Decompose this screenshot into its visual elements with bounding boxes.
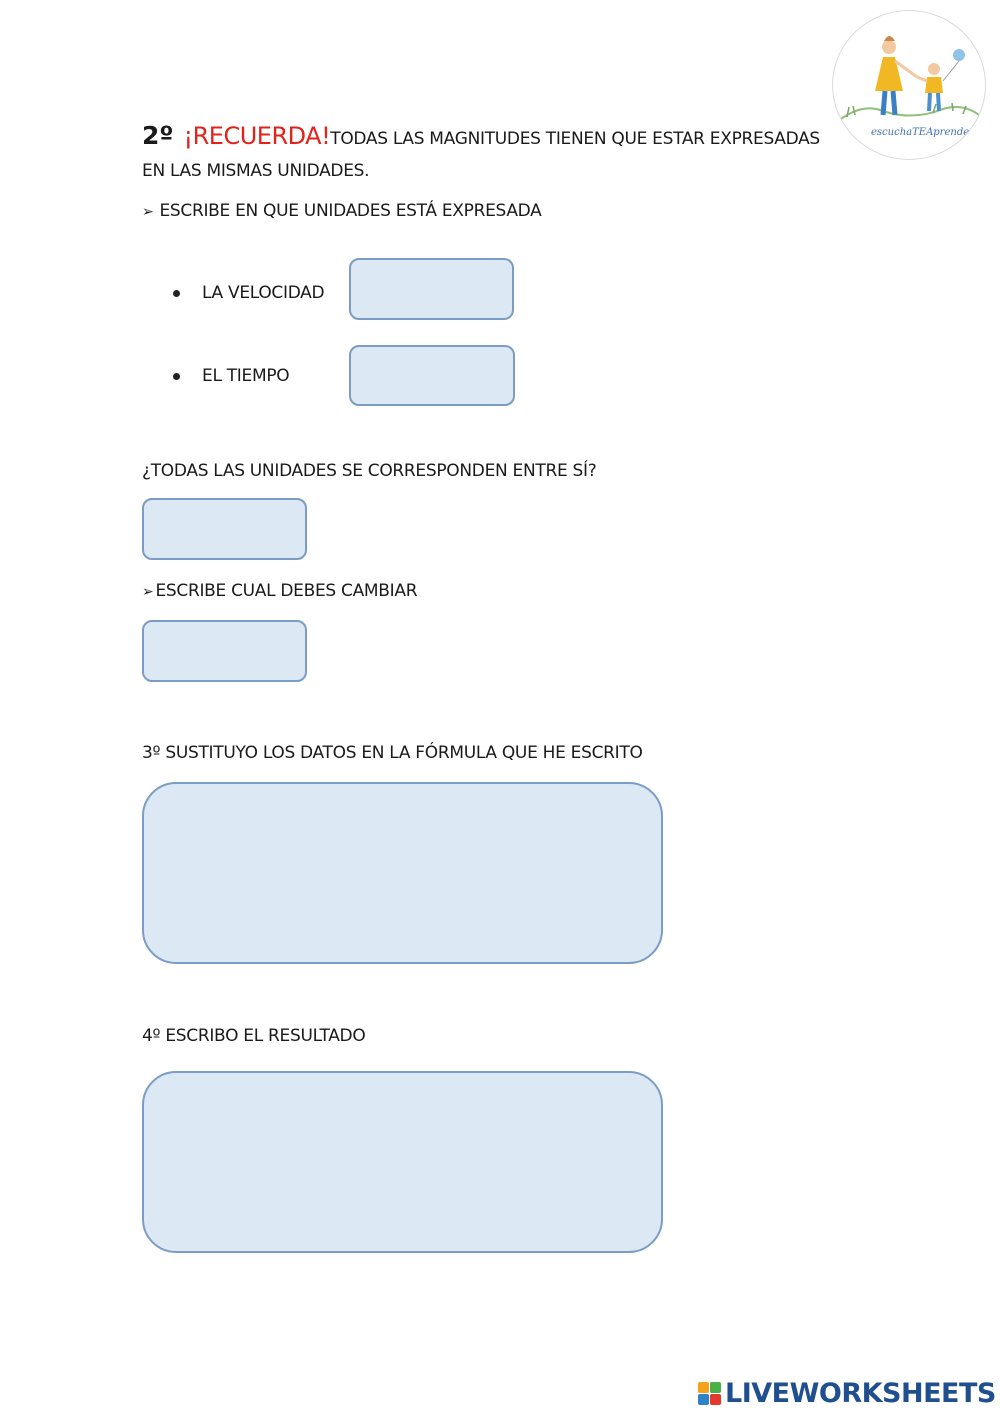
units-instruction-text: ESCRIBE EN QUE UNIDADES ESTÁ EXPRESADA bbox=[159, 201, 542, 221]
correspondence-question: ¿TODAS LAS UNIDADES SE CORRESPONDEN ENTRE SÍ? bbox=[142, 461, 597, 481]
liveworksheets-logo-text: LIVEWORKSHEETS bbox=[725, 1377, 996, 1409]
bullet-icon bbox=[173, 290, 180, 297]
mark-tile bbox=[698, 1382, 709, 1393]
change-instruction bbox=[142, 581, 417, 601]
logo bbox=[832, 10, 986, 160]
arrow-icon: ➢ bbox=[142, 204, 154, 220]
result-input[interactable] bbox=[142, 1071, 663, 1253]
step2-line2: EN LAS MISMAS UNIDADES. bbox=[142, 161, 370, 181]
correspondence-answer-input[interactable] bbox=[142, 498, 307, 560]
step2-number: 2º bbox=[142, 121, 174, 150]
step2-heading bbox=[142, 121, 820, 150]
mark-tile bbox=[710, 1382, 721, 1393]
velocity-units-input[interactable] bbox=[349, 258, 514, 320]
liveworksheets-mark-icon bbox=[698, 1382, 721, 1405]
step2-line1: TODAS LAS MAGNITUDES TIENEN QUE ESTAR EXPRESADAS bbox=[330, 129, 820, 149]
time-units-input[interactable] bbox=[349, 345, 515, 406]
change-answer-input[interactable] bbox=[142, 620, 307, 682]
mark-tile bbox=[710, 1394, 721, 1405]
formula-substitution-input[interactable] bbox=[142, 782, 663, 964]
arrow-icon: ➢ bbox=[142, 584, 154, 600]
step4-title: 4º ESCRIBO EL RESULTADO bbox=[142, 1026, 366, 1046]
step3-title: 3º SUSTITUYO LOS DATOS EN LA FÓRMULA QUE HE ESCRITO bbox=[142, 743, 643, 763]
item-label-velocity: LA VELOCIDAD bbox=[202, 283, 325, 303]
liveworksheets-brand bbox=[698, 1376, 996, 1410]
bullet-icon bbox=[173, 373, 180, 380]
mark-tile bbox=[698, 1394, 709, 1405]
item-label-time: EL TIEMPO bbox=[202, 366, 290, 386]
change-instruction-text: ESCRIBE CUAL DEBES CAMBIAR bbox=[155, 581, 418, 601]
units-instruction bbox=[142, 201, 542, 221]
logo-text: escuchaTEAprender bbox=[871, 127, 974, 138]
recuerda-label: ¡RECUERDA! bbox=[183, 122, 331, 150]
